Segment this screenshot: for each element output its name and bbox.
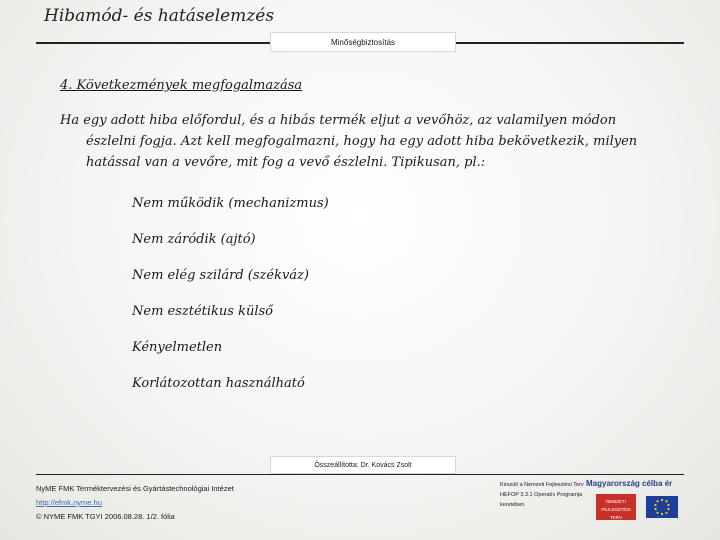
list-item: Nem működik (mechanizmus) <box>132 196 329 211</box>
list-item: Nem záródik (ajtó) <box>132 232 256 247</box>
footer-divider <box>36 474 684 475</box>
compiler-badge: Összeállította: Dr. Kovács Zsolt <box>270 456 456 474</box>
copyright-text: © NYME FMK TGYI 2006.08.28. 1/2. fólia <box>36 512 175 521</box>
list-item: Nem esztétikus külső <box>132 304 274 319</box>
paragraph-rest: Azt kell megfogalmazni, hogy ha egy adott hiba bekövetkezik, milyen hatással van a vevőre, mit fog a vevő észlelni. Tipikusan, pl.: <box>86 134 638 170</box>
eu-flag-icon <box>646 496 678 518</box>
institute-name: NyME FMK Terméktervezési és Gyártástechnológiai Intézet <box>36 484 234 493</box>
effects-list <box>132 192 329 408</box>
paragraph-line-1: Ha egy adott hiba előfordul, és a hibás termék eljut a vevőhöz, az valamilyen módon észlelni fogja. <box>60 113 617 149</box>
footer-info <box>36 482 234 524</box>
list-item: Korlátozottan használható <box>132 376 305 391</box>
page-title: Hibamód- és hatáselemzés <box>44 6 275 26</box>
quality-badge: Minőségbiztosítás <box>270 32 456 52</box>
list-item: Nem elég szilárd (székváz) <box>132 268 309 283</box>
section-heading: 4. Következmények megfogalmazása <box>60 78 303 93</box>
intro-paragraph <box>60 110 670 173</box>
institute-link[interactable]: http://efmk.nyme.hu <box>36 498 102 507</box>
nft-logo: NEMZETI FEJLESZTÉSI TERV <box>596 494 636 520</box>
brand-slogan: Magyarország célba ér <box>586 479 673 488</box>
project-text: Készült a Nemzeti Fejlesztési Terv HEFOP 3.3.1 Operatív Programja keretében <box>500 482 584 508</box>
list-item: Kényelmetlen <box>132 340 223 355</box>
